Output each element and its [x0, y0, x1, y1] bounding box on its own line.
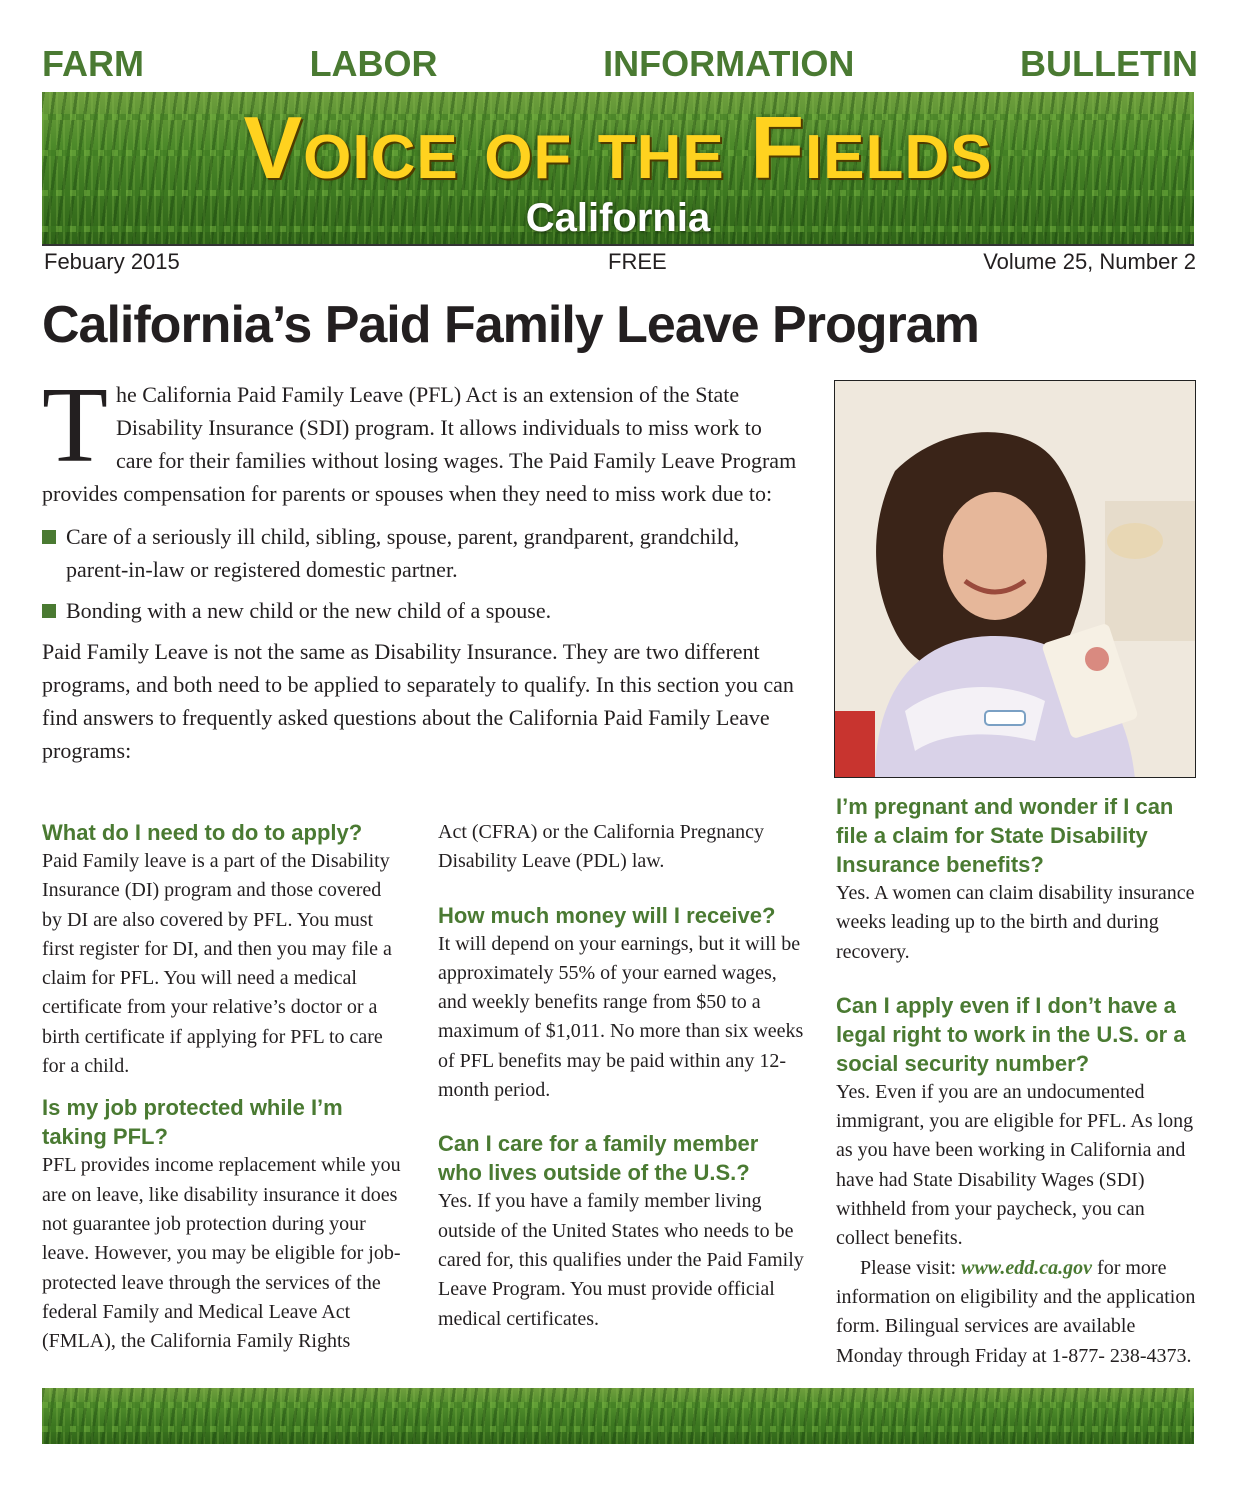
bulletin-word: LABOR — [309, 43, 438, 84]
bullet-list — [42, 520, 802, 627]
column-1 — [42, 818, 404, 1368]
website-link[interactable]: www.edd.ca.gov — [961, 1256, 1093, 1279]
photo-illustration — [835, 381, 1196, 778]
faq-question: I’m pregnant and wonder if I can file a claim for State Disability Insurance benefits? — [836, 794, 1174, 877]
faq-answer: Yes. A women can claim disability insurance weeks leading up to the birth and during recovery. — [836, 882, 1195, 963]
faq-question: Can I care for a family member who lives outside of the U.S.? — [438, 1131, 759, 1186]
faq-question: What do I need to do to apply? — [42, 820, 363, 845]
column-3 — [836, 792, 1196, 1383]
footer-field-band — [42, 1388, 1194, 1444]
faq-question: How much money will I receive? — [438, 902, 776, 928]
bulletin-label — [42, 42, 1198, 86]
masthead-subtitle: California — [525, 196, 711, 240]
faq-answer: It will depend on your earnings, but it will be approximately 55% of your earned wages, and weekly benefits range from $50 to a maximum of $1,011. No more than six weeks of PFL benefits may be paid within any 12-month period. — [438, 932, 804, 1102]
bulletin-word: BULLETIN — [1019, 43, 1198, 84]
article-headline: California’s Paid Family Leave Program — [42, 296, 979, 354]
issue-meta — [42, 246, 1196, 278]
faq-answer: Yes. If you have a family member living outside of the United States who needs to be cared for, this qualifies under the Paid Family Leave Program. You must provide official medical certificates. — [438, 1190, 804, 1330]
faq-answer: PFL provides income replacement while you are on leave, like disability insurance it does not guarantee job protection during your leave. However, you may be eligible for job-protected leave through the services of the federal Family and Medical Leave Act (FMLA), the California Family Rights — [42, 1154, 401, 1353]
faq-question: Is my job protected while I’m taking PFL? — [42, 1095, 343, 1150]
list-item: Care of a seriously ill child, sibling, spouse, parent, grandparent, grandchild, parent-in-law or registered domestic partner. — [42, 520, 802, 586]
faq-answer: Paid Family leave is a part of the Disability Insurance (DI) program and those covered by DI are also covered by PFL. You must first register for DI, and then you may file a claim for PFL. You will need a medical certificate from your relative’s doctor or a birth certificate if applying for PFL to care for a child. — [42, 850, 392, 1078]
issue-volume: Volume 25, Number 2 — [983, 249, 1196, 274]
masthead-banner — [42, 92, 1194, 246]
masthead-title: Voice of the Fields — [243, 98, 993, 197]
drop-cap: T — [42, 366, 108, 485]
issue-price: FREE — [608, 249, 667, 274]
mother-with-newborn-photo — [834, 380, 1196, 778]
list-item: Bonding with a new child or the new child of a spouse. — [42, 594, 802, 627]
faq-question: Can I apply even if I don’t have a legal right to work in the U.S. or a social security number? — [836, 992, 1186, 1076]
bulletin-word: INFORMATION — [603, 43, 855, 84]
intro-paragraph: he California Paid Family Leave (PFL) Act is an extension of the State Disability Insurance (SDI) program. It allows individuals to miss work to care for their families without losing wages. The Paid Family Leave Program provides compensation for parents or spouses when they need to miss work due to: — [42, 382, 797, 506]
faq-answer: Yes. Even if you are an undocumented immigrant, you are eligible for PFL. As long as you have been working in California and have had State Disability Wages (SDI) withheld from your paycheck, you can collect benefits. — [836, 1080, 1194, 1250]
visit-prefix: Please visit: — [860, 1256, 962, 1279]
intro-closing-paragraph: Paid Family Leave is not the same as Disability Insurance. They are two different programs, and both need to be applied to separately to qualify. In this section you can find answers to frequently asked questions about the California Paid Family Leave programs: — [42, 639, 794, 763]
issue-date: Febuary 2015 — [44, 249, 180, 274]
visit-suffix: for more information on eligibility and the application form. Bilingual services are available Monday through Friday at 1-877- 238-4373. — [836, 1256, 1196, 1367]
column-2 — [438, 818, 804, 1346]
faq-answer-continued: Act (CFRA) or the California Pregnancy Disability Leave (PDL) law. — [438, 821, 765, 873]
bulletin-word: FARM — [42, 43, 144, 84]
visit-paragraph — [836, 1254, 1196, 1371]
article-intro — [42, 366, 802, 767]
